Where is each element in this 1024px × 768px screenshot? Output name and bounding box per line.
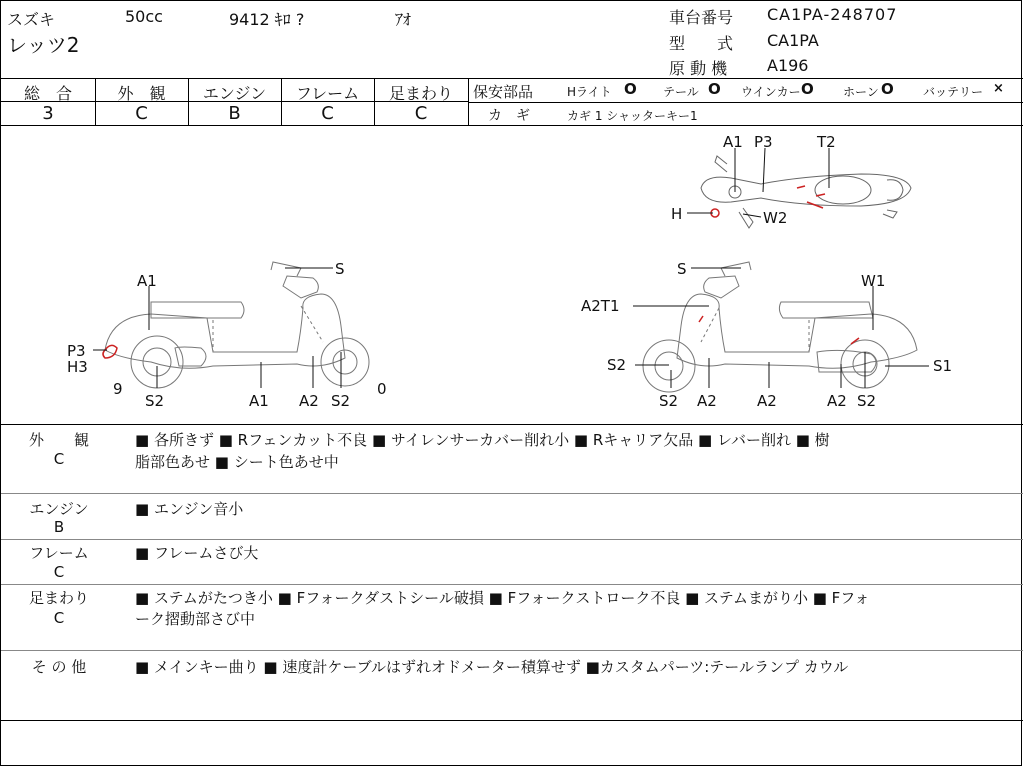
overall-grade: 3 xyxy=(42,103,54,124)
headlight-mark: O xyxy=(624,80,637,98)
engine-model-label: 原 動 機 xyxy=(669,59,728,78)
remark-label-other: そ の 他 xyxy=(31,658,87,676)
remark-text-suspension-2: ーク摺動部さび中 xyxy=(135,610,256,628)
label-p3-left: P3 xyxy=(67,342,86,360)
remark-text-frame: ■ フレームさび大 xyxy=(135,544,259,562)
label-p3: P3 xyxy=(754,133,773,151)
frame-no-label: 車台番号 xyxy=(669,8,734,27)
label-t2: T2 xyxy=(817,133,836,151)
divider xyxy=(1,493,1023,494)
label-a2-left: A2 xyxy=(299,392,319,410)
horn-label: ホーン xyxy=(843,85,879,99)
overall-label: 総 合 xyxy=(23,84,72,103)
label-s2-right-c: S2 xyxy=(857,392,877,410)
model-name: レッツ2 xyxy=(7,33,80,57)
label-s2-left-b: S2 xyxy=(331,392,351,410)
remark-text-exterior: ■ 各所きず ■ Rフェンカット不良 ■ サイレンサーカバー削れ小 ■ Rキャリア欠品 ■ レバー削れ ■ 樹 xyxy=(135,431,830,449)
damage-diagram xyxy=(1,126,1023,424)
remark-grade-frame: C xyxy=(53,563,65,581)
label-s1: S1 xyxy=(933,357,953,375)
label-s2-right-a: S2 xyxy=(607,356,627,374)
remark-text-other: ■ メインキー曲り ■ 速度計ケーブルはずれオドメーター積算せず ■カスタムパーツ:テールランプ カウル xyxy=(135,658,849,676)
remark-text-suspension: ■ ステムがたつき小 ■ Fフォークダストシール破損 ■ Fフォークストローク不良 ■ ステムまがり小 ■ Fフォ xyxy=(135,589,870,607)
divider xyxy=(1,539,1023,540)
top-view-scooter xyxy=(701,156,911,228)
frame-grade: C xyxy=(321,103,334,124)
type-label: 型 式 xyxy=(669,34,734,53)
label-a1: A1 xyxy=(723,133,743,151)
engine-label: エンジン xyxy=(202,84,267,103)
winker-label: ウインカー xyxy=(741,85,801,99)
label-w2: W2 xyxy=(763,209,788,227)
battery-mark: × xyxy=(993,81,1004,96)
suspension-label: 足まわり xyxy=(388,84,453,103)
frame-label: フレーム xyxy=(295,84,360,103)
remark-label-suspension: 足まわり xyxy=(28,589,89,607)
left-side-leaders xyxy=(93,268,341,388)
label-h: H xyxy=(671,205,683,223)
engine-model: A196 xyxy=(767,56,809,75)
divider xyxy=(468,78,469,125)
label-s2-right-b: S2 xyxy=(659,392,679,410)
label-s2-left-a: S2 xyxy=(145,392,165,410)
maker: スズキ xyxy=(7,10,56,29)
divider xyxy=(1,424,1023,425)
label-h3: H3 xyxy=(67,358,88,376)
divider xyxy=(1,720,1023,721)
exterior-label: 外 観 xyxy=(117,84,166,103)
type-value: CA1PA xyxy=(767,31,819,50)
label-a1-left: A1 xyxy=(137,272,157,290)
divider xyxy=(1,78,1023,79)
color: ｱｵ xyxy=(395,10,412,29)
frame-no: CA1PA-248707 xyxy=(767,5,898,24)
label-a1-left-b: A1 xyxy=(249,392,269,410)
exterior-grade: C xyxy=(135,103,148,124)
label-a2-right-b: A2 xyxy=(757,392,777,410)
label-0: 0 xyxy=(377,380,387,398)
label-w1: W1 xyxy=(861,272,886,290)
label-s-right: S xyxy=(677,260,687,278)
remark-grade-exterior: C xyxy=(53,450,65,468)
divider xyxy=(1,650,1023,651)
remark-grade-engine: B xyxy=(53,518,65,536)
label-s: S xyxy=(335,260,345,278)
key-label: カ ギ xyxy=(488,108,530,124)
label-9: 9 xyxy=(113,380,123,398)
suspension-grade: C xyxy=(414,103,428,124)
remark-label-frame: フレーム xyxy=(29,544,89,562)
battery-label: バッテリー xyxy=(923,85,984,99)
key-info: カギ 1 シャッターキー1 xyxy=(567,109,698,123)
label-a2-right-a: A2 xyxy=(697,392,717,410)
label-a2-right-c: A2 xyxy=(827,392,847,410)
tail-label: テール xyxy=(663,85,699,99)
remark-label-engine: エンジン xyxy=(29,500,89,518)
remark-text-exterior-2: 脂部色あせ ■ シート色あせ中 xyxy=(135,453,339,471)
safety-label: 保安部品 xyxy=(473,83,534,101)
remark-grade-suspension: C xyxy=(53,609,65,627)
divider xyxy=(1,584,1023,585)
winker-mark: O xyxy=(801,80,814,98)
horn-mark: O xyxy=(881,80,894,98)
top-view-leaders xyxy=(687,148,829,217)
engine-grade: B xyxy=(228,103,241,124)
remark-label-exterior: 外 観 xyxy=(28,431,89,449)
label-a2t1: A2T1 xyxy=(581,297,620,315)
remark-text-engine: ■ エンジン音小 xyxy=(135,500,244,518)
mileage: 9412 ｷﾛ ? xyxy=(229,10,305,29)
tail-mark: O xyxy=(708,80,721,98)
divider xyxy=(468,102,1023,103)
displacement: 50cc xyxy=(125,7,163,26)
headlight-label: Hライト xyxy=(567,85,612,99)
